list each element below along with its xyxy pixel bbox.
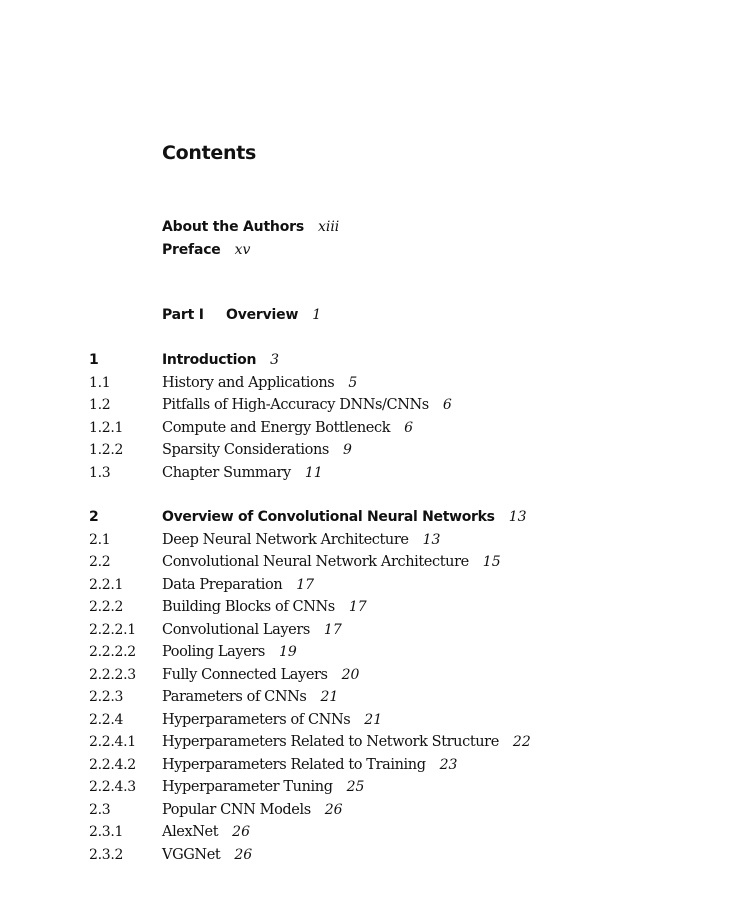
- toc-entry-title: Compute and Energy Bottleneck: [162, 419, 391, 436]
- toc-entry-number: 2.2.4: [89, 711, 124, 728]
- toc-entry-number: 2.2.2.2: [89, 644, 136, 660]
- toc-section-row: [89, 641, 709, 664]
- toc-section-row: [89, 686, 709, 709]
- part-heading: [162, 304, 321, 326]
- toc-entry: [162, 821, 250, 844]
- toc-entry: [162, 551, 501, 574]
- toc-entry-page: 25: [346, 779, 365, 795]
- toc-entry-number: 2: [89, 509, 99, 525]
- toc-entry-title: History and Applications: [162, 374, 335, 391]
- toc-entry: [162, 641, 297, 664]
- front-matter-preface: [162, 239, 250, 261]
- toc-entry: [162, 776, 364, 799]
- toc-entry-title: Overview of Convolutional Neural Networks: [162, 509, 495, 525]
- toc-entry-title: Building Blocks of CNNs: [162, 599, 335, 615]
- toc-entry-number: 2.2.2.3: [89, 666, 136, 683]
- toc-entry-page: 21: [320, 689, 339, 705]
- toc-section-row: [89, 574, 709, 597]
- toc-entry-page: 17: [323, 621, 342, 638]
- toc-entry-title: Hyperparameters of CNNs: [162, 711, 351, 728]
- toc-section-row: [89, 664, 709, 687]
- toc-entry-number: 1.3: [89, 464, 111, 481]
- toc-entry-page: 3: [270, 352, 280, 368]
- toc-entry-number: 2.2.3: [89, 689, 124, 705]
- toc-entry-title: Chapter Summary: [162, 464, 291, 481]
- toc-section-row: [89, 709, 709, 732]
- toc-entry: [162, 462, 323, 485]
- toc-chapter-row: [89, 349, 709, 372]
- toc-entry: [162, 596, 367, 619]
- toc-section-row: [89, 821, 709, 844]
- toc-entry-number: 1: [89, 352, 99, 368]
- front-matter-label: Preface: [162, 242, 221, 258]
- toc-entry: [162, 417, 413, 440]
- toc-entry: [162, 686, 338, 709]
- toc-entry-page: 26: [234, 846, 253, 863]
- front-matter-page: xv: [234, 242, 251, 258]
- toc-entry-number: 1.2.2: [89, 442, 124, 458]
- toc-entry: [162, 349, 279, 372]
- part-page: 1: [312, 307, 322, 323]
- part-label: Part I: [162, 307, 204, 323]
- toc-entry-title: Convolutional Layers: [162, 621, 310, 638]
- toc-entry: [162, 394, 452, 417]
- toc-entry-title: Convolutional Neural Network Architecture: [162, 554, 469, 570]
- toc-entry: [162, 754, 457, 777]
- toc-entry-title: Popular CNN Models: [162, 801, 311, 818]
- toc-section-row: [89, 372, 709, 395]
- toc-section-row: [89, 754, 709, 777]
- toc-entry-number: 2.3.1: [89, 824, 124, 840]
- toc-entry: [162, 506, 527, 529]
- toc-entry-title: Pitfalls of High-Accuracy DNNs/CNNs: [162, 397, 429, 413]
- toc-section-row: [89, 619, 709, 642]
- toc-entry-page: 5: [348, 374, 358, 391]
- toc-entry-title: Deep Neural Network Architecture: [162, 531, 409, 548]
- toc-section-row: [89, 844, 709, 867]
- front-matter-page: xiii: [317, 219, 340, 235]
- toc-entry-title: VGGNet: [162, 846, 221, 863]
- toc-section-row: [89, 529, 709, 552]
- toc-entry: [162, 664, 359, 687]
- toc-entry-page: 26: [324, 801, 343, 818]
- toc-entry: [162, 439, 352, 462]
- toc-entry-page: 21: [364, 711, 383, 728]
- front-matter-about-authors: [162, 216, 339, 238]
- toc-entry-title: Fully Connected Layers: [162, 666, 328, 683]
- toc-entry-title: Hyperparameter Tuning: [162, 779, 333, 795]
- toc-entry: [162, 844, 252, 867]
- toc-entry-page: 19: [278, 644, 297, 660]
- toc-entry-page: 9: [342, 442, 352, 458]
- toc-section-row: [89, 596, 709, 619]
- toc-entry-title: Introduction: [162, 352, 257, 368]
- toc-entry-number: 1.1: [89, 374, 111, 391]
- toc-entry-page: 17: [348, 599, 367, 615]
- toc-entry: [162, 731, 531, 754]
- toc-entry: [162, 709, 382, 732]
- toc-entry-page: 11: [304, 464, 323, 481]
- toc-entry: [162, 574, 314, 597]
- toc-entry: [162, 619, 342, 642]
- toc-section-row: [89, 776, 709, 799]
- toc-entry-number: 2.2.4.2: [89, 756, 136, 773]
- part-title: Overview: [226, 307, 299, 323]
- toc-section-row: [89, 462, 709, 485]
- toc-entry-title: Hyperparameters Related to Training: [162, 756, 426, 773]
- toc-entry-page: 23: [439, 756, 458, 773]
- toc-entry-page: 26: [232, 824, 250, 840]
- toc-entry: [162, 799, 343, 822]
- toc-entry-title: Pooling Layers: [162, 644, 265, 660]
- toc-entry-page: 13: [508, 509, 527, 525]
- toc-entry-title: Hyperparameters Related to Network Structure: [162, 734, 499, 750]
- toc-entry-title: AlexNet: [162, 824, 219, 840]
- toc-entry-page: 6: [404, 419, 414, 436]
- toc-section-row: [89, 394, 709, 417]
- toc-entry-page: 17: [296, 576, 315, 593]
- front-matter-label: About the Authors: [162, 219, 304, 235]
- toc-entry-number: 2.2.2.1: [89, 621, 136, 638]
- toc-section-row: [89, 731, 709, 754]
- toc-entry-number: 2.2: [89, 554, 111, 570]
- toc-entry-page: 6: [442, 397, 452, 413]
- toc-entry-number: 1.2: [89, 397, 111, 413]
- toc-entry: [162, 372, 357, 395]
- toc-entry-number: 1.2.1: [89, 419, 124, 436]
- toc-entry-page: 13: [422, 531, 441, 548]
- toc-list: [89, 349, 709, 866]
- toc-section-row: [89, 417, 709, 440]
- toc-entry: [162, 529, 440, 552]
- toc-entry-number: 2.2.1: [89, 576, 124, 593]
- toc-entry-number: 2.2.2: [89, 599, 124, 615]
- toc-entry-title: Sparsity Considerations: [162, 442, 329, 458]
- toc-entry-title: Parameters of CNNs: [162, 689, 307, 705]
- toc-entry-page: 15: [482, 554, 501, 570]
- toc-section-row: [89, 799, 709, 822]
- toc-entry-number: 2.3.2: [89, 846, 124, 863]
- toc-entry-title: Data Preparation: [162, 576, 283, 593]
- toc-entry-number: 2.1: [89, 531, 111, 548]
- toc-entry-page: 20: [341, 666, 360, 683]
- toc-chapter-row: [89, 506, 709, 529]
- toc-entry-page: 22: [512, 734, 531, 750]
- toc-section-row: [89, 551, 709, 574]
- toc-section-row: [89, 439, 709, 462]
- toc-entry-number: 2.2.4.3: [89, 779, 136, 795]
- toc-entry-number: 2.2.4.1: [89, 734, 136, 750]
- page-title: Contents: [162, 142, 257, 164]
- toc-entry-number: 2.3: [89, 801, 111, 818]
